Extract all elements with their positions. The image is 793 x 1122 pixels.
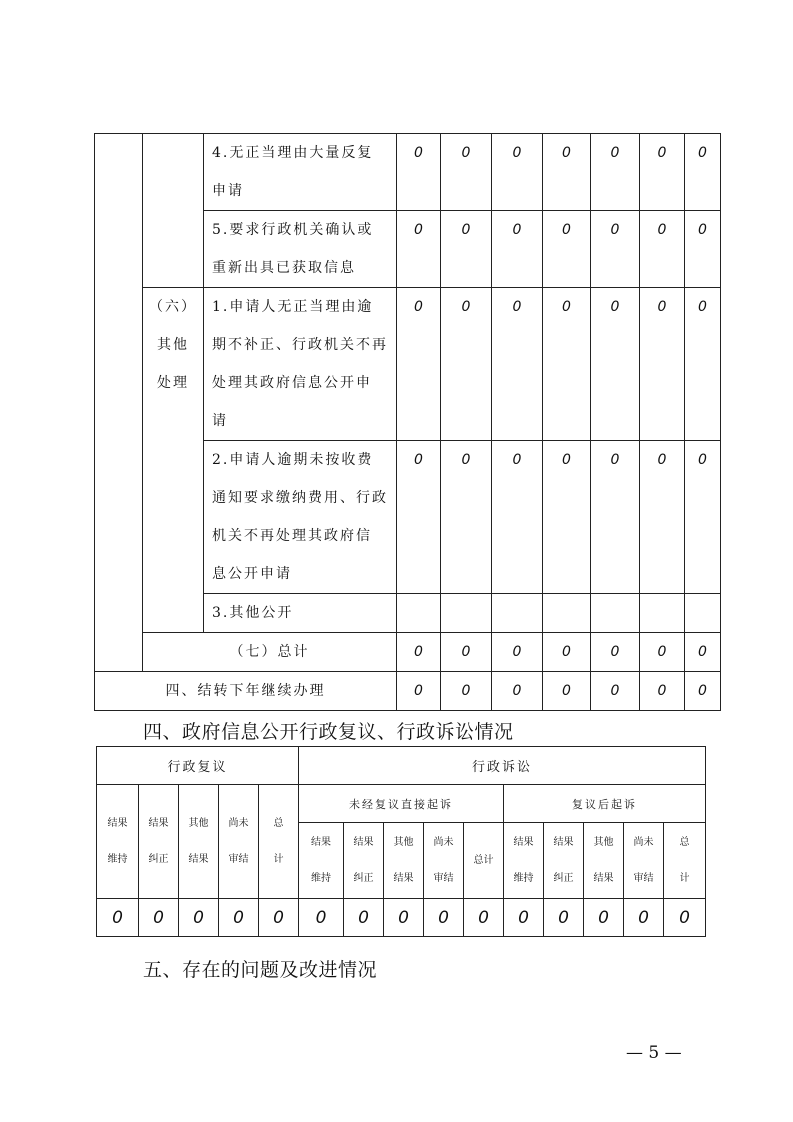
value-cell: 0 [441, 633, 492, 672]
value-cell: 0 [591, 134, 640, 211]
group5-cell [143, 134, 204, 288]
after-col-header [664, 823, 706, 899]
review-col-header [259, 785, 299, 899]
cell-text-line: 机关不再处理其政府信 [212, 528, 372, 544]
col-header-line: 结果 [311, 836, 331, 848]
review-col-header [219, 785, 259, 899]
col-header-line: 纠正 [148, 853, 169, 865]
value-cell: 0 [664, 899, 706, 937]
cell-text-line: 处理其政府信息公开申 [212, 375, 372, 391]
carry-over-label: 四、结转下年继续办理 [95, 672, 397, 711]
direct-col-header [464, 823, 504, 899]
col-header-line: 纠正 [353, 872, 374, 884]
cell-text-line: 1.申请人无正当理由逾 [212, 299, 374, 315]
col-header-line: 尚未 [433, 836, 454, 848]
value-cell: 0 [441, 134, 492, 211]
value-cell: 0 [139, 899, 179, 937]
value-cell: 0 [640, 134, 685, 211]
direct-col-header [299, 823, 344, 899]
row-label [204, 441, 397, 594]
value-cell: 0 [543, 672, 591, 711]
after-col-header [624, 823, 664, 899]
direct-col-header [384, 823, 424, 899]
value-cell: 0 [543, 211, 591, 288]
col-header-line: 结果 [393, 872, 414, 884]
value-cell: 0 [492, 633, 543, 672]
group6-line: （六） [149, 299, 197, 315]
value-cell [397, 594, 441, 633]
value-cell: 0 [591, 288, 640, 441]
value-cell: 0 [492, 288, 543, 441]
value-cell: 0 [543, 441, 591, 594]
value-cell: 0 [492, 211, 543, 288]
review-col-header [97, 785, 139, 899]
value-cell: 0 [591, 211, 640, 288]
value-cell: 0 [441, 288, 492, 441]
review-col-header [179, 785, 219, 899]
value-cell: 0 [640, 211, 685, 288]
value-cell: 0 [685, 288, 721, 441]
value-cell: 0 [492, 134, 543, 211]
cell-text-line: 2.申请人逾期未按收费 [212, 452, 374, 468]
direct-col-header [344, 823, 384, 899]
value-cell: 0 [397, 134, 441, 211]
col-header-line: 尚未 [633, 836, 654, 848]
application-processing-table [94, 133, 721, 711]
cell-text-line: 4.无正当理由大量反复 [212, 145, 374, 161]
col-header-line: 总 [273, 817, 284, 829]
value-cell: 0 [397, 441, 441, 594]
col-header-line: 维持 [311, 872, 331, 884]
section4-title: 四、政府信息公开行政复议、行政诉讼情况 [143, 721, 514, 743]
value-cell: 0 [543, 134, 591, 211]
value-cell: 0 [397, 211, 441, 288]
value-cell: 0 [441, 211, 492, 288]
cell-text-line: 3.其他公开 [212, 605, 294, 621]
after-col-header [544, 823, 584, 899]
col-header-line: 其他 [393, 836, 414, 848]
after-col-header [584, 823, 624, 899]
value-cell: 0 [640, 441, 685, 594]
value-cell: 0 [397, 288, 441, 441]
value-cell [591, 594, 640, 633]
value-cell: 0 [504, 899, 544, 937]
col-header-line: 纠正 [553, 872, 574, 884]
col-header-line: 其他 [188, 817, 209, 829]
col-header-line: 结果 [553, 836, 574, 848]
cell-text-line: 请 [212, 413, 228, 429]
value-cell [640, 594, 685, 633]
direct-col-header [424, 823, 464, 899]
cell-text-line: 重新出具已获取信息 [212, 260, 356, 276]
value-cell [543, 594, 591, 633]
col-header-line: 审结 [633, 872, 654, 884]
col-header-line: 审结 [228, 853, 249, 865]
col-header-line: 结果 [353, 836, 374, 848]
value-cell: 0 [492, 672, 543, 711]
value-cell: 0 [591, 633, 640, 672]
col-header-line: 计 [273, 853, 284, 865]
value-cell: 0 [543, 288, 591, 441]
cell-text-line: 5.要求行政机关确认或 [212, 222, 374, 238]
row-label [204, 134, 397, 211]
total-label: （七）总计 [143, 633, 397, 672]
after-col-header [504, 823, 544, 899]
cell-text-line: 通知要求缴纳费用、行政 [212, 490, 388, 506]
litigation-header: 行政诉讼 [299, 747, 706, 785]
section5-title: 五、存在的问题及改进情况 [143, 959, 378, 981]
value-cell: 0 [640, 672, 685, 711]
value-cell: 0 [464, 899, 504, 937]
col-header-line: 结果 [188, 853, 209, 865]
value-cell: 0 [424, 899, 464, 937]
col-header-line: 计 [679, 872, 690, 884]
value-cell: 0 [259, 899, 299, 937]
value-cell: 0 [179, 899, 219, 937]
value-cell: 0 [624, 899, 664, 937]
direct-suit-header: 未经复议直接起诉 [299, 785, 504, 823]
value-cell: 0 [543, 633, 591, 672]
value-cell: 0 [384, 899, 424, 937]
value-cell: 0 [219, 899, 259, 937]
value-cell: 0 [544, 899, 584, 937]
value-cell: 0 [492, 441, 543, 594]
value-cell: 0 [640, 288, 685, 441]
page-number: — 5 — [626, 1043, 682, 1063]
value-cell: 0 [640, 633, 685, 672]
category-cell [95, 134, 143, 672]
col-header-line: 审结 [433, 872, 454, 884]
value-cell: 0 [591, 441, 640, 594]
value-cell: 0 [397, 633, 441, 672]
cell-text-line: 息公开申请 [212, 566, 292, 582]
review-header: 行政复议 [97, 747, 299, 785]
col-header-line: 其他 [593, 836, 614, 848]
row-label [204, 288, 397, 441]
value-cell [441, 594, 492, 633]
value-cell: 0 [591, 672, 640, 711]
value-cell: 0 [299, 899, 344, 937]
col-header-line: 总计 [473, 854, 494, 866]
review-col-header [139, 785, 179, 899]
col-header-line: 尚未 [228, 817, 249, 829]
col-header-line: 总 [679, 836, 690, 848]
col-header-line: 结果 [513, 836, 534, 848]
value-cell: 0 [397, 672, 441, 711]
cell-text-line: 申请 [212, 183, 244, 199]
group6-line: 其他 [157, 337, 189, 353]
group6-cell [143, 288, 204, 633]
value-cell: 0 [584, 899, 624, 937]
value-cell: 0 [441, 441, 492, 594]
group6-line: 处理 [157, 375, 189, 391]
value-cell: 0 [685, 672, 721, 711]
review-litigation-table [96, 746, 706, 937]
value-cell [685, 594, 721, 633]
row-label [204, 594, 397, 633]
col-header-line: 结果 [107, 817, 128, 829]
row-label [204, 211, 397, 288]
col-header-line: 维持 [513, 872, 534, 884]
after-review-header: 复议后起诉 [504, 785, 706, 823]
value-cell: 0 [441, 672, 492, 711]
value-cell: 0 [685, 441, 721, 594]
value-cell [492, 594, 543, 633]
value-cell: 0 [685, 211, 721, 288]
col-header-line: 结果 [148, 817, 169, 829]
value-cell: 0 [97, 899, 139, 937]
value-cell: 0 [344, 899, 384, 937]
col-header-line: 维持 [107, 853, 128, 865]
col-header-line: 结果 [593, 872, 614, 884]
cell-text-line: 期不补正、行政机关不再 [212, 337, 388, 353]
value-cell: 0 [685, 134, 721, 211]
value-cell: 0 [685, 633, 721, 672]
